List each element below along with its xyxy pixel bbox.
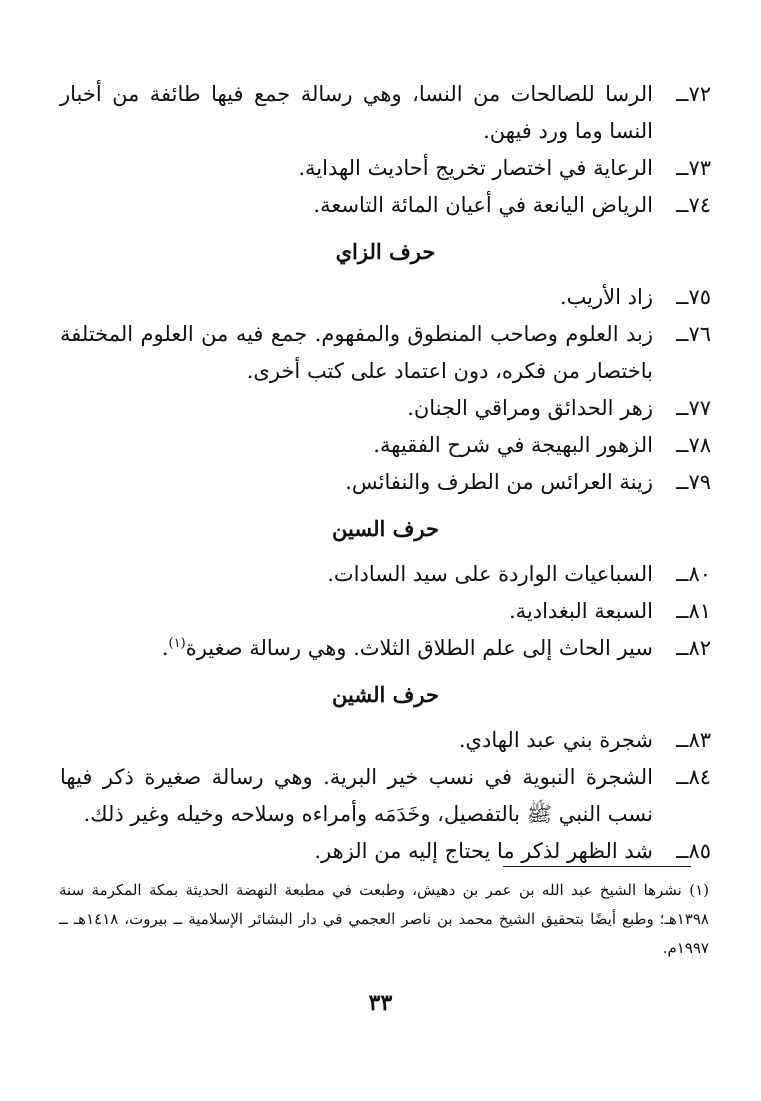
entry-number: ٧٨ــ	[676, 433, 711, 457]
entry-text-tail: .	[161, 636, 169, 660]
entries-list	[60, 76, 711, 870]
page-number: ٣٣	[368, 990, 393, 1016]
list-item	[60, 556, 711, 593]
entry-text: سير الحاث إلى علم الطلاق الثلاث. وهي رسالة صغيرة	[185, 636, 653, 660]
list-item	[60, 279, 711, 316]
list-item	[60, 464, 711, 501]
footnote-divider	[503, 866, 691, 867]
entry-number: ٧٣ــ	[676, 156, 711, 180]
footnote-marker[interactable]: (١)	[168, 636, 186, 651]
entry-number: ٧٧ــ	[676, 396, 711, 420]
list-item	[60, 316, 711, 390]
footnote: (١) نشرها الشيخ عبد الله بن عمر بن دهيش، وطبعت في مطبعة النهضة الحديثة بمكة المكرمة سنة ١٣٩٨هـ؛ وطبع أيضًا بتحقيق الشيخ محمد بن ناصر العجمي في دار البشائر الإسلامية ــ بيروت، ١٤١٨هـ ــ ١٩٩٧م.	[59, 881, 709, 957]
entry-text: زهر الحدائق ومراقي الجنان.	[407, 396, 653, 420]
list-item	[60, 593, 711, 630]
entry-text: الشجرة النبوية في نسب خير البرية. وهي رسالة صغيرة ذكر فيها نسب النبي ﷺ بالتفصيل، وخَدَمَه وأمراءه وسلاحه وخيله وغير ذلك.	[60, 765, 653, 826]
entry-text: شجرة بني عبد الهادي.	[458, 728, 653, 752]
entry-text: الرياض اليانعة في أعيان المائة التاسعة.	[313, 193, 653, 217]
section-heading-seen: حرف السين	[332, 516, 439, 541]
entry-number: ٧٩ــ	[676, 470, 711, 494]
entry-number: ٨٣ــ	[676, 728, 711, 752]
entry-text: السبعة البغدادية.	[508, 599, 653, 623]
list-item	[60, 390, 711, 427]
entry-number: ٨٢ــ	[676, 636, 711, 660]
entry-number: ٧٥ــ	[676, 285, 711, 309]
section-heading-zay: حرف الزاي	[335, 239, 436, 264]
entry-text: شد الظهر لذكر ما يحتاج إليه من الزهر.	[314, 839, 653, 863]
entry-number: ٨١ــ	[676, 599, 711, 623]
entry-number: ٨٤ــ	[676, 765, 711, 789]
section-heading-sheen: حرف الشين	[332, 682, 439, 707]
list-item	[60, 722, 711, 759]
entry-text: الرعاية في اختصار تخريج أحاديث الهداية.	[298, 156, 653, 180]
entry-text: زاد الأريب.	[559, 285, 653, 309]
list-item	[60, 630, 711, 667]
entry-number: ٨٠ــ	[676, 562, 711, 586]
entry-number: ٧٤ــ	[676, 193, 711, 217]
list-item	[60, 833, 711, 870]
list-item	[60, 187, 711, 224]
entry-number: ٧٦ــ	[676, 322, 711, 346]
entry-text: زينة العرائس من الطرف والنفائس.	[345, 470, 653, 494]
list-item	[60, 150, 711, 187]
list-item	[60, 76, 711, 150]
entry-number: ٨٥ــ	[676, 839, 711, 863]
entry-text: الزهور البهيجة في شرح الفقيهة.	[373, 433, 653, 457]
entry-text: زبد العلوم وصاحب المنطوق والمفهوم. جمع فيه من العلوم المختلفة باختصار من فكره، دون اعتماد على كتب أخرى.	[60, 322, 653, 383]
entry-number: ٧٢ــ	[676, 82, 711, 106]
entry-text: الرسا للصالحات من النسا، وهي رسالة جمع فيها طائفة من أخبار النسا وما ورد فيهن.	[60, 82, 653, 143]
list-item	[60, 759, 711, 833]
list-item	[60, 427, 711, 464]
entry-text: السباعيات الواردة على سيد السادات.	[327, 562, 653, 586]
